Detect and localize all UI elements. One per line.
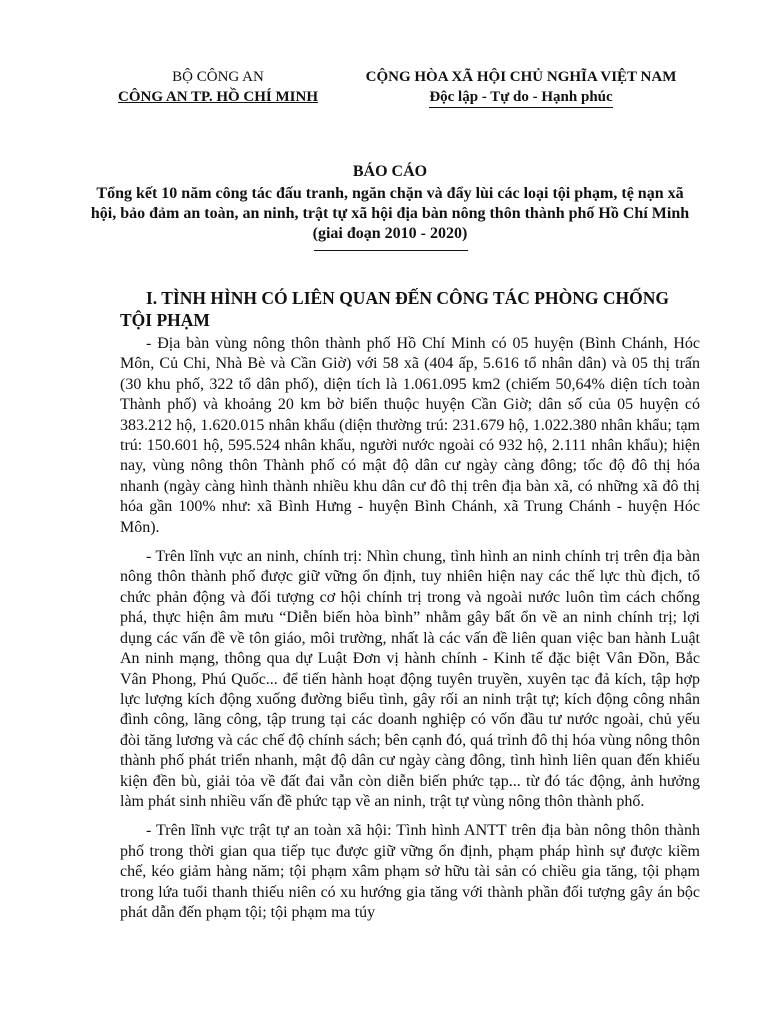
- body-text: [120, 334, 700, 932]
- paragraph-area-overview: - Địa bàn vùng nông thôn thành phố Hồ Chí Minh có 05 huyện (Bình Chánh, Hóc Môn, Củ Chi, Nhà Bè và Cần Giờ) với 58 xã (404 ấp, 5.616 tổ nhân dân) và 05 thị trấn (30 khu phố, 322 tổ dân phố), diện tích là 1.061.095 km2 (chiếm 50,64% diện tích toàn Thành phố) và khoảng 20 km bờ biển thuộc huyện Cần Giờ; dân số của 05 huyện có 383.212 hộ, 1.620.015 nhân khẩu (diện thường trú: 231.679 hộ, 1.022.380 nhân khẩu; tạm trú: 150.601 hộ, 595.524 nhân khẩu, người nước ngoài có 932 hộ, 2.111 nhân khẩu); hiện nay, vùng nông thôn Thành phố có mật độ dân cư ngày càng đông; tốc độ đô thị hóa nhanh (ngày càng hình thành nhiều khu dân cư đô thị trên địa bàn xã, có những xã đô thị hóa gần 100% như: xã Bình Hưng - huyện Bình Chánh, xã Trung Chánh - huyện Hóc Môn).: [120, 335, 700, 536]
- ministry-name: BỘ CÔNG AN: [172, 69, 264, 85]
- report-title: BÁO CÁO: [352, 163, 428, 180]
- section-heading: I. TÌNH HÌNH CÓ LIÊN QUAN ĐẾN CÔNG TÁC PHÒNG CHỐNG TỘI PHẠM: [120, 288, 669, 330]
- paragraph-political-security: - Trên lĩnh vực an ninh, chính trị: Nhìn chung, tình hình an ninh chính trị trên địa bàn nông thôn thành phố được giữ vững ổn định, tuy nhiên hiện nay các thế lực thù địch, tổ chức phản động và đối tượng cơ hội chính trị trong và ngoài nước luôn tìm cách chống phá, thực hiện âm mưu “Diễn biến hòa bình” nhằm gây bất ổn về an ninh chính trị; lợi dụng các vấn đề về tôn giáo, môi trường, nhất là các vấn đề liên quan việc ban hành Luật An ninh mạng, thông qua dự Luật Đơn vị hành chính - Kinh tế đặc biệt Vân Đồn, Bắc Vân Phong, Phú Quốc... để tiến hành hoạt động tuyên truyền, xuyên tạc đả kích, tập hợp lực lượng kích động xuống đường biểu tình, gây rối an ninh trật tự; kích động công nhân đình công, lãng công, tập trung tại các doanh nghiệp có vốn đầu tư nước ngoài, chủ yếu đòi tăng lương và các chế độ chính sách; bên cạnh đó, quá trình đô thị hóa vùng nông thôn thành phố phát triển nhanh, mật độ dân cư ngày càng đông, tình hình liên quan đến khiếu kiện đền bù, giải tỏa về đất đai vẫn còn diễn biến phức tạp... từ đó tác động, ảnh hưởng làm phát sinh nhiều vấn đề phức tạp về an ninh, trật tự vùng nông thôn thành phố.: [120, 548, 700, 810]
- country-name: CỘNG HÒA XÃ HỘI CHỦ NGHĨA VIỆT NAM: [365, 69, 677, 85]
- agency-name: CÔNG AN TP. HỒ CHÍ MINH: [117, 89, 319, 105]
- national-motto-block: [340, 67, 702, 108]
- report-title-block: [90, 161, 690, 244]
- national-motto: Độc lập - Tự do - Hạnh phúc: [429, 88, 612, 108]
- issuing-agency-block: [98, 67, 338, 107]
- paragraph-social-order: - Trên lĩnh vực trật tự an toàn xã hội: Tình hình ANTT trên địa bàn nông thôn thành phố trong thời gian qua tiếp tục được giữ vững ổn định, phạm pháp hình sự được kiềm chế, kéo giảm hàng năm; tội phạm xâm phạm sở hữu tài sản có chiều gia tăng, tội phạm trong lứa tuổi thanh thiếu niên có xu hướng gia tăng với thành phần đối tượng gây án bộc phát dẫn đến phạm tội; tội phạm ma túy: [120, 822, 700, 921]
- report-subtitle: Tổng kết 10 năm công tác đấu tranh, ngăn chặn và đẩy lùi các loại tội phạm, tệ nạn xã hội, bảo đảm an toàn, an ninh, trật tự xã hội địa bàn nông thôn thành phố Hồ Chí Minh (giai đoạn 2010 - 2020): [90, 185, 690, 242]
- title-divider: [314, 250, 468, 251]
